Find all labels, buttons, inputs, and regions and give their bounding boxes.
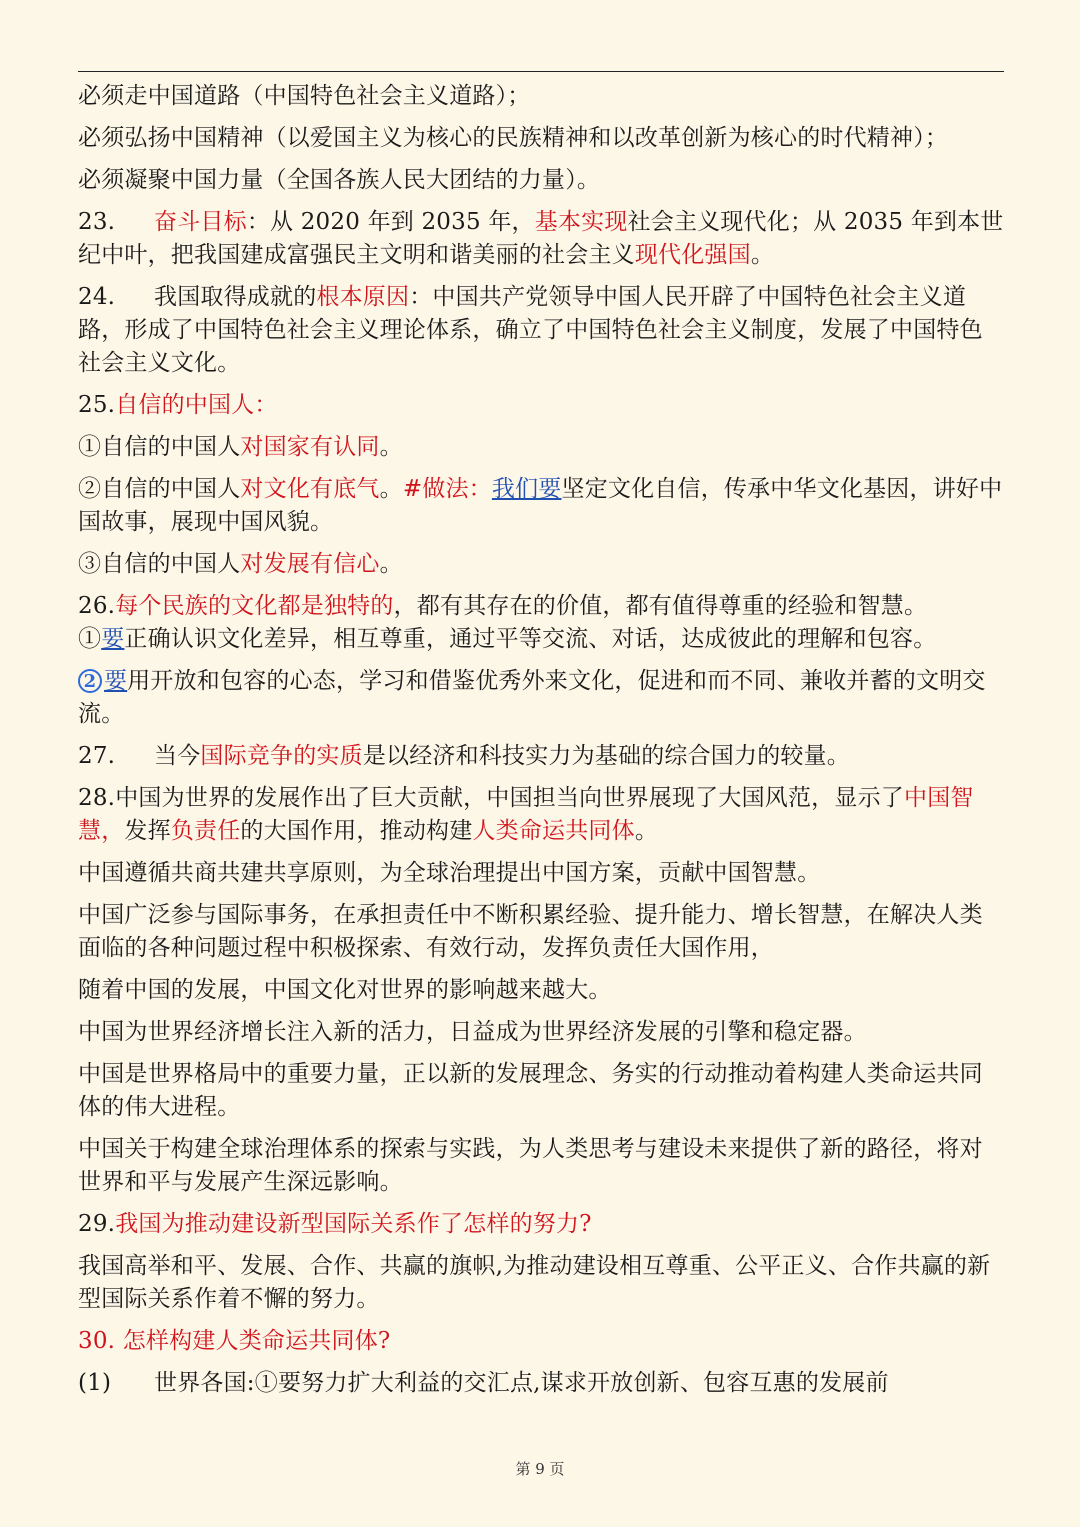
highlight: 中国智慧， [78,785,974,844]
text: 我国取得成就的 [154,284,317,310]
item-25-point-1 [78,431,1004,464]
text: 。 [634,818,659,844]
text: 用开放和包容的心态，学习和借鉴优秀外来文化，促进和而不同、兼收并蓄的文明交流。 [78,668,986,727]
text: 必须凝聚中国力量（全国各族人民大团结的力量）。 [78,167,601,193]
paragraph [78,1058,1004,1124]
text: 的大国作用，推动构建 [240,818,473,844]
highlight: 根本原因 [316,284,410,310]
item-26-point-1 [78,623,1004,656]
text: 中国是世界格局中的重要力量，正以新的发展理念、务实的行动推动着构建人类命运共同体的伟大进程。 [78,1061,983,1120]
item-number: 24. [78,284,116,310]
item-30-title [78,1325,1004,1358]
highlight: 基本实现 [534,209,628,235]
page-number: 第 9 页 [515,1460,565,1478]
highlight: 现代化强国 [634,242,751,268]
text: ②自信的中国人 [78,476,241,502]
text: 中国关于构建全球治理体系的探索与实践，为人类思考与建设未来提供了新的路径，将对世界和平与发展产生深远影响。 [78,1136,983,1195]
text: 必须走中国道路（中国特色社会主义道路）； [78,83,531,109]
highlight: 对发展有信心 [240,551,380,577]
text: 正确认识文化差异，相互尊重，通过平等交流、对话，达成彼此的理解和包容。 [124,626,937,652]
item-26 [78,590,1004,623]
item-number: (1) [78,1370,112,1396]
circled-number-mark: 2 [78,669,102,693]
highlight: 自信的中国人： [115,392,278,418]
paragraph [78,1250,1004,1316]
highlight: 国际竞争的实质 [200,743,363,769]
underlined-text: 要 [104,668,128,694]
document-body [78,80,1004,1409]
underlined-text: 要 [101,626,125,652]
item-number: 28. [78,785,116,811]
highlight: 对国家有认同 [240,434,380,460]
text: ①自信的中国人 [78,434,241,460]
item-25-point-2 [78,473,1004,539]
text: 是以经济和科技实力为基础的综合国力的较量。 [362,743,851,769]
highlight: 对文化有底气 [240,476,380,502]
text: ① [78,626,102,652]
text: 世界各国:①要努力扩大利益的交汇点,谋求开放创新、包容互惠的发展前 [154,1370,889,1396]
highlight: 我国为推动建设新型国际关系作了怎样的努力? [115,1211,592,1237]
text: ③自信的中国人 [78,551,241,577]
item-number: 23. [78,209,116,235]
highlight: #做法： [402,476,492,502]
item-23 [78,206,1004,272]
text: 中国为世界的发展作出了巨大贡献，中国担当向世界展现了大国风范，显示了 [115,785,904,811]
text: 随着中国的发展，中国文化对世界的影响越来越大。 [78,977,612,1003]
text: 坚定文化自信，传承中华文化基因，讲好中国故事，展现中国风貌。 [78,476,1003,535]
paragraph [78,122,1004,155]
text: 。 [750,242,775,268]
item-30-point-1 [78,1367,1004,1400]
highlight: 人类命运共同体 [472,818,635,844]
top-rule [78,71,1004,72]
text: ：中国共产党领导中国人民开辟了中国特色社会主义道路，形成了中国特色社会主义理论体系，确立了中国特色社会主义制度，发展了中国特色社会主义文化。 [78,284,983,376]
text: 中国广泛参与国际事务，在承担责任中不断积累经验、提升能力、增长智慧，在解决人类面临的各种问题过程中积极探索、有效行动，发挥负责任大国作用， [78,902,983,961]
item-25-title [78,389,1004,422]
text: 。 [379,476,403,502]
text: 。 [379,551,403,577]
item-29-title [78,1208,1004,1241]
underlined-text: 我们要 [491,476,562,502]
text: 社会主义现代化；从 2035 年到本世纪中叶，把我国建成富强民主文明和谐美丽的社会主义 [78,209,1004,268]
item-24 [78,281,1004,380]
text: ：从 2020 年到 2035 年， [246,209,535,235]
text: ，都有其存在的价值，都有值得尊重的经验和智慧。 [393,593,928,619]
text: 。 [379,434,403,460]
text: 我国高举和平、发展、合作、共赢的旗帜,为推动建设相互尊重、公平正义、合作共赢的新型国际关系作着不懈的努力。 [78,1253,991,1312]
highlight: 负责任 [170,818,241,844]
item-number: 29. [78,1211,116,1237]
item-27 [78,740,1004,773]
item-number: 25. [78,392,116,418]
highlight: 30. 怎样构建人类命运共同体? [78,1328,391,1354]
text: 中国遵循共商共建共享原则，为全球治理提出中国方案，贡献中国智慧。 [78,860,821,886]
item-number: 27. [78,743,116,769]
item-25-point-3 [78,548,1004,581]
paragraph [78,164,1004,197]
paragraph [78,857,1004,890]
text: 当今 [154,743,201,769]
paragraph [78,974,1004,1007]
paragraph [78,80,1004,113]
paragraph [78,899,1004,965]
paragraph [78,1133,1004,1199]
text: 发挥 [124,818,171,844]
text: 必须弘扬中国精神（以爱国主义为核心的民族精神和以改革创新为核心的时代精神）； [78,125,949,151]
paragraph [78,1016,1004,1049]
text: 中国为世界经济增长注入新的活力，日益成为世界经济发展的引擎和稳定器。 [78,1019,867,1045]
item-28 [78,782,1004,848]
highlight: 奋斗目标 [154,209,247,235]
item-26-point-2 [78,665,1004,731]
highlight: 每个民族的文化都是独特的 [115,593,394,619]
item-number: 26. [78,593,116,619]
